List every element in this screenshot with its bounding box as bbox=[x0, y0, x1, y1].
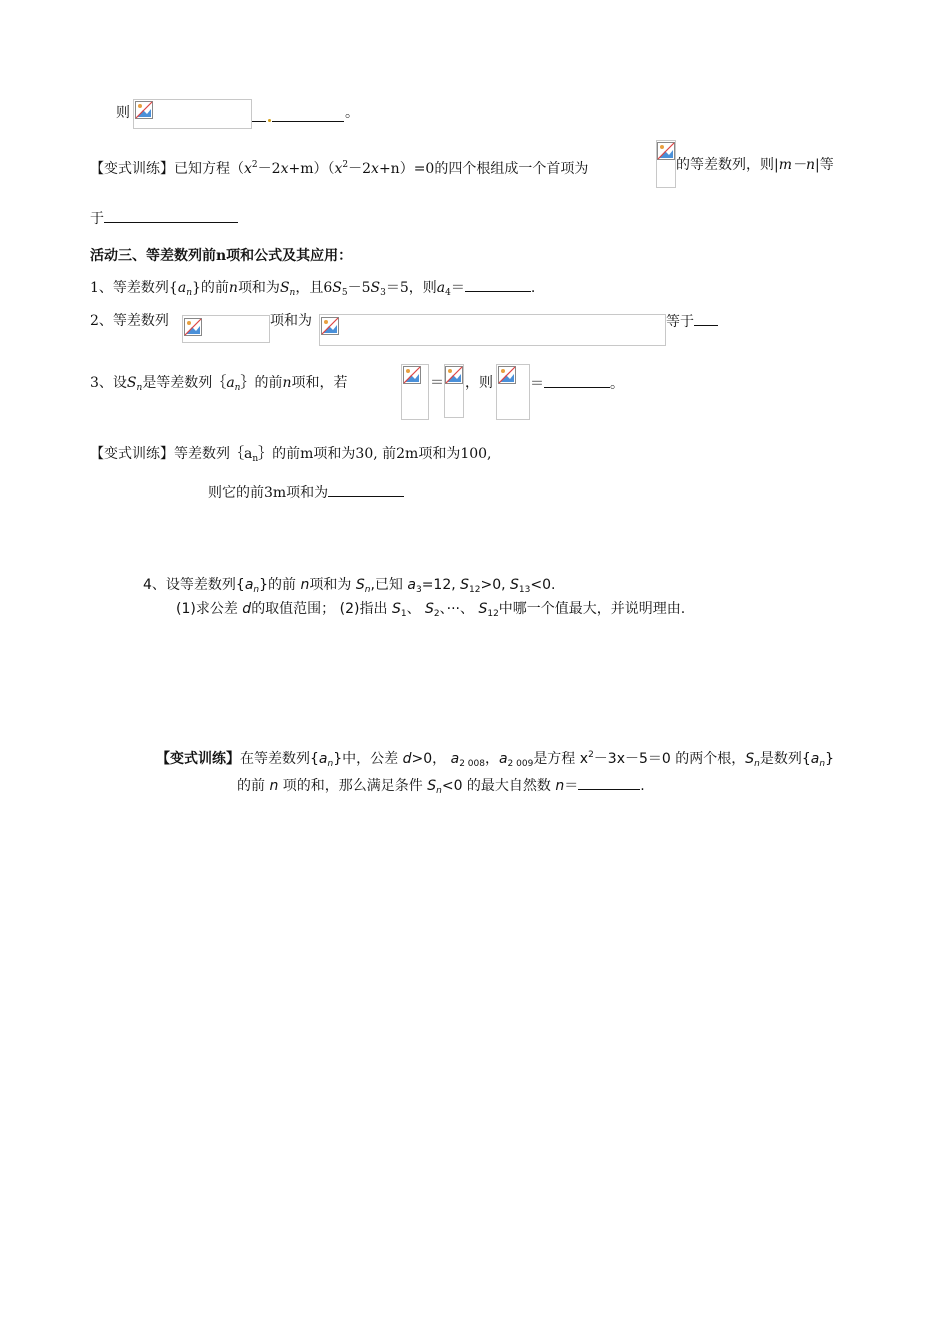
question-3-then: ，则 bbox=[465, 375, 493, 391]
broken-image-icon bbox=[135, 101, 153, 119]
equals-sign: ＝ bbox=[430, 375, 444, 391]
answer-blank[interactable] bbox=[272, 107, 344, 122]
variant-training-1-line2: 于 bbox=[90, 208, 238, 229]
broken-image-icon bbox=[184, 318, 202, 336]
variant-tag: 【变式训练】 bbox=[90, 161, 174, 177]
answer-blank[interactable] bbox=[328, 482, 404, 497]
question-4-line1: 4、设等差数列$\{a_n\}$的前 n项和为 $S_n$,已知 $a_3=12$, $S_{12}>0$, $S_{13}<0$. bbox=[143, 577, 556, 595]
question-2-end: 等于 bbox=[666, 311, 718, 332]
question-3: 3、设$S_n$是等差数列$\{a_n\}$的前n项和，若 bbox=[90, 375, 348, 393]
variant-training-3-line2: 的前 n 项的和，那么满足条件 $S_n<0$ 的最大自然数 n＝ . bbox=[237, 775, 645, 801]
answer-line-1 bbox=[116, 103, 130, 123]
broken-image-icon bbox=[403, 366, 421, 384]
question-1: 1、等差数列$\{a_n\}$的前n项和为$S_n$，且$6S_5-5S_3=5$，则$a_4=$ . bbox=[90, 277, 535, 303]
variant-training-3-line1: 【变式训练】在等差数列$\{a_n\}$中，公差 d>0， $a_{2 008}$，$a_{2 009}$是方程 $x^2-3x-5=0$ 的两个根，$S_n$是数列$\{a_n\}$ bbox=[156, 750, 835, 769]
broken-image-icon bbox=[445, 366, 463, 384]
broken-image-icon bbox=[498, 366, 516, 384]
answer-blank[interactable] bbox=[578, 775, 640, 790]
variant-tag: 【变式训练】 bbox=[90, 446, 174, 462]
broken-image-icon bbox=[657, 142, 675, 160]
variant-tag: 【变式训练】 bbox=[156, 751, 240, 767]
text-ze: 则 bbox=[116, 105, 130, 121]
marker-dot bbox=[268, 119, 271, 122]
variant-training-2-line2: 则它的前3m项和为 bbox=[208, 482, 404, 503]
question-4-line2: (1)求公差 d的取值范围； (2)指出 $S_1$、 $S_2$、···、 $S_{12}$中哪一个值最大，并说明理由. bbox=[176, 601, 686, 619]
activity-3-heading: 活动三、等差数列前n项和公式及其应用： bbox=[90, 248, 353, 264]
image-box bbox=[319, 314, 666, 346]
answer-blank[interactable] bbox=[465, 277, 531, 292]
answer-blank[interactable] bbox=[694, 311, 718, 326]
answer-blank[interactable] bbox=[104, 208, 238, 223]
answer-blank[interactable] bbox=[252, 107, 266, 122]
question-2: 2、等差数列 bbox=[90, 313, 169, 329]
answer-blank[interactable] bbox=[544, 373, 610, 388]
variant-training-1-cont: 的等差数列，则|m－n|等 bbox=[676, 157, 834, 173]
variant-training-1: 【变式训练】已知方程$(x^2-2x+m)(x^2-2x+n)=0$的四个根组成一个首项为 bbox=[90, 160, 589, 177]
broken-image-icon bbox=[321, 317, 339, 335]
variant-training-2: 【变式训练】等差数列$\{a_n\}$的前m项和为30, 前2m项和为100, bbox=[90, 446, 492, 464]
period: 。 bbox=[345, 105, 359, 121]
question-3-end: ＝ 。 bbox=[530, 373, 624, 394]
question-2-mid: 项和为 bbox=[270, 313, 312, 329]
